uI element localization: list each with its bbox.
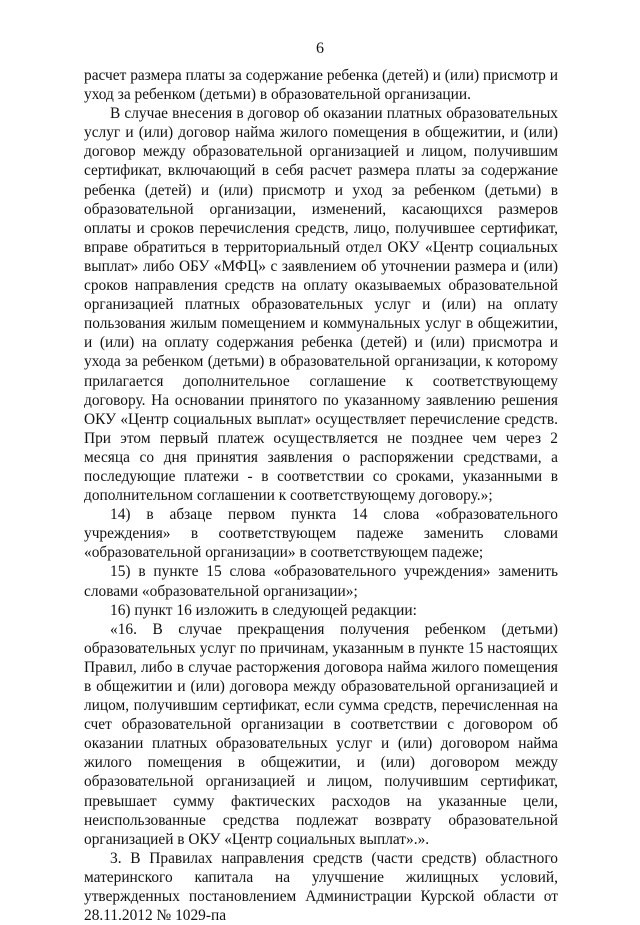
page-number: 6 [316, 40, 324, 57]
paragraph-item-15: 15) в пункте 15 слова «образовательного учреждения» заменить словами «образовательной организации»; [84, 563, 558, 600]
paragraph-item-16-text: «16. В случае прекращения получения ребенком (детьми) образовательных услуг по причинам, указанным в пункте 15 настоящих Правил, либо в случае расторжения договора найма жилого помещения в общежитии и (или) договора между образовательной организацией и лицом, получившим сертификат, если сумма средств, перечисленная на счет образовательной организации в соответствии с договором об оказании платных образовательных услуг и (или) договором найма жилого помещения в общежитии, и (или) договором между образовательной организацией и лицом, получившим сертификат, превышает сумму фактических расходов на указанные цели, неиспользованные средства подлежат возврату образовательной организацией в ОКУ «Центр социальных выплат».». [84, 620, 558, 848]
paragraph-continuation: расчет размера платы за содержание ребенка (детей) и (или) присмотр и уход за ребенком (детьми) в образовательной организации. [84, 67, 558, 104]
paragraph-section-3: 3. В Правилах направления средств (части средств) областного материнского капитала на улучшение жилищных условий, утвержденных постановлением Администрации Курской области от 28.11.2012 № 1029-па [84, 849, 558, 925]
paragraph-item-16: 16) пункт 16 изложить в следующей редакции: [110, 601, 417, 619]
document-body [84, 66, 558, 925]
paragraph-item-14: 14) в абзаце первом пункта 14 слова «образовательного учреждения» в соответствующем падеже заменить словами «образовательной организации» в соответствующем падеже; [84, 506, 558, 562]
paragraph-amendment-terms: В случае внесения в договор об оказании платных образовательных услуг и (или) договор найма жилого помещения в общежитии, и (или) договор между образовательной организацией и лицом, получившим сертификат, включающий в себя расчет размера платы за содержание ребенка (детей) и (или) присмотр и уход за ребенком (детьми) в образовательной организации, изменений, касающихся размеров оплаты и сроков перечисления средств, лицо, получившее сертификат, вправе обратиться в территориальный отдел ОКУ «Центр социальных выплат» либо ОБУ «МФЦ» с заявлением об уточнении размера и (или) сроков направления средств на оплату оказываемых образовательной организацией платных образовательных услуг и (или) на оплату пользования жилым помещением и коммунальных услуг в общежитии, и (или) на оплату содержания ребенка (детей) и (или) присмотра и ухода за ребенком (детьми) в образовательной организации, к которому прилагается дополнительное соглашение к соответствующему договору. На основании принятого по указанному заявлению решения ОКУ «Центр социальных выплат» осуществляет перечисление средств. При этом первый платеж осуществляется не позднее чем через 2 месяца со дня принятия заявления о распоряжении средствами, а последующие платежи - в соответствии со сроками, указанными в дополнительном соглашении к соответствующему договору.»; [84, 105, 558, 505]
